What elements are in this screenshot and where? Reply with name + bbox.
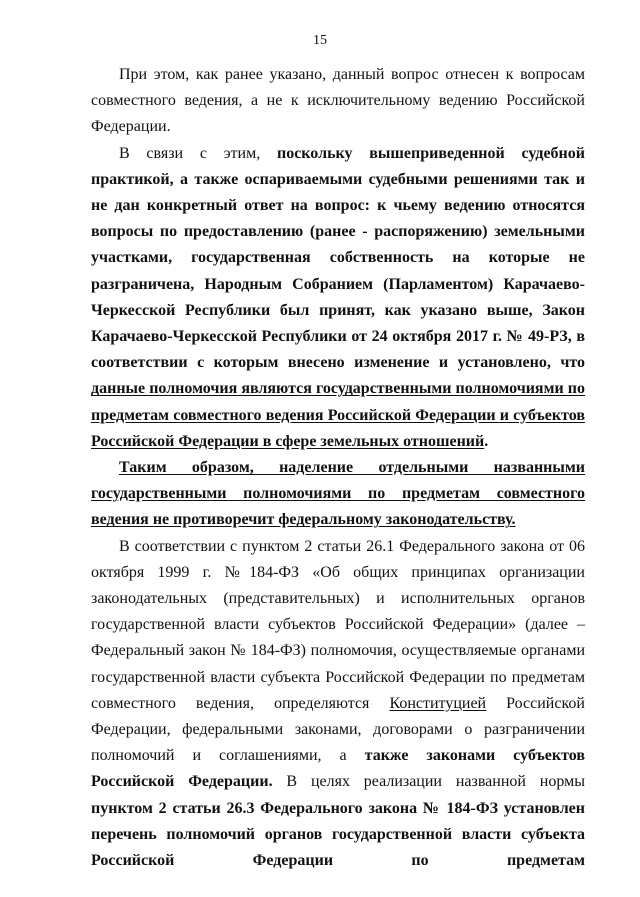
paragraph-4-part3: В целях реализации названной нормы (272, 773, 585, 791)
constitution-link[interactable]: Конституцией (389, 694, 487, 712)
paragraph-2-bold-underlined: данные полномочия являются государственными полномочиями по предметам совместного ведения Российской Федерации и субъектов Российской Федерации в сфере земельных отношений (91, 380, 585, 450)
paragraph-1: При этом, как ранее указано, данный вопрос отнесен к вопросам совместного ведения, а не к исключительному ведению Российской Федерации. (91, 66, 585, 136)
document-body (91, 62, 585, 874)
paragraph-4-part1: В соответствии с пунктом 2 статьи 26.1 Федерального закона от 06 октября 1999 г. №184-ФЗ «Об общих принципах организации законодательных (представительных) и исполнительных органов государственной власти субъектов Российской Федерации» (далее – Федеральный закон № 184-ФЗ) полномочия, осуществляемые органами государственной власти субъекта Российской Федерации по предметам совместного ведения, определяются (91, 537, 585, 712)
paragraph-2-bold: поскольку вышеприведенной судебной практикой, а также оспариваемыми судебными решениями так и не дан конкретный ответ на вопрос: к чьему ведению относятся вопросы по предоставлению (ранее - распоряжению) земельными участками, государственная собственность на которые не разграничена, Народным Собранием (Парламентом) Карачаево-Черкесской Республики был принят, как указано выше, Закон Карачаево-Черкесской Республики от 24 октября 2017 г. № 49-РЗ, в соответствии с которым внесено изменение и установлено, что (91, 144, 585, 372)
page-number: 15 (313, 33, 327, 48)
paragraph-2-tail: . (484, 432, 489, 450)
paragraph-2 (91, 141, 585, 455)
paragraph-4-bold2: пунктом 2 статьи 26.3 Федерального закона № 184-ФЗ установлен перечень полномочий органов государственной власти субъекта Российской Федерации по предметам (91, 799, 585, 870)
paragraph-2-lead: В связи с этим, (119, 144, 261, 162)
paragraph-3: Таким образом, наделение отдельными названными государственными полномочиями по предметам совместного ведения не противоречит федеральному законодательству. (91, 459, 585, 529)
paragraph-4 (91, 534, 585, 875)
paragraph-4-part2: Российской Федерации, федеральными законами, договорами о разграничении полномочий и соглашениями, а (91, 694, 585, 765)
paragraph-4-bold1: также законами субъектов Российской Федерации. (91, 747, 586, 791)
